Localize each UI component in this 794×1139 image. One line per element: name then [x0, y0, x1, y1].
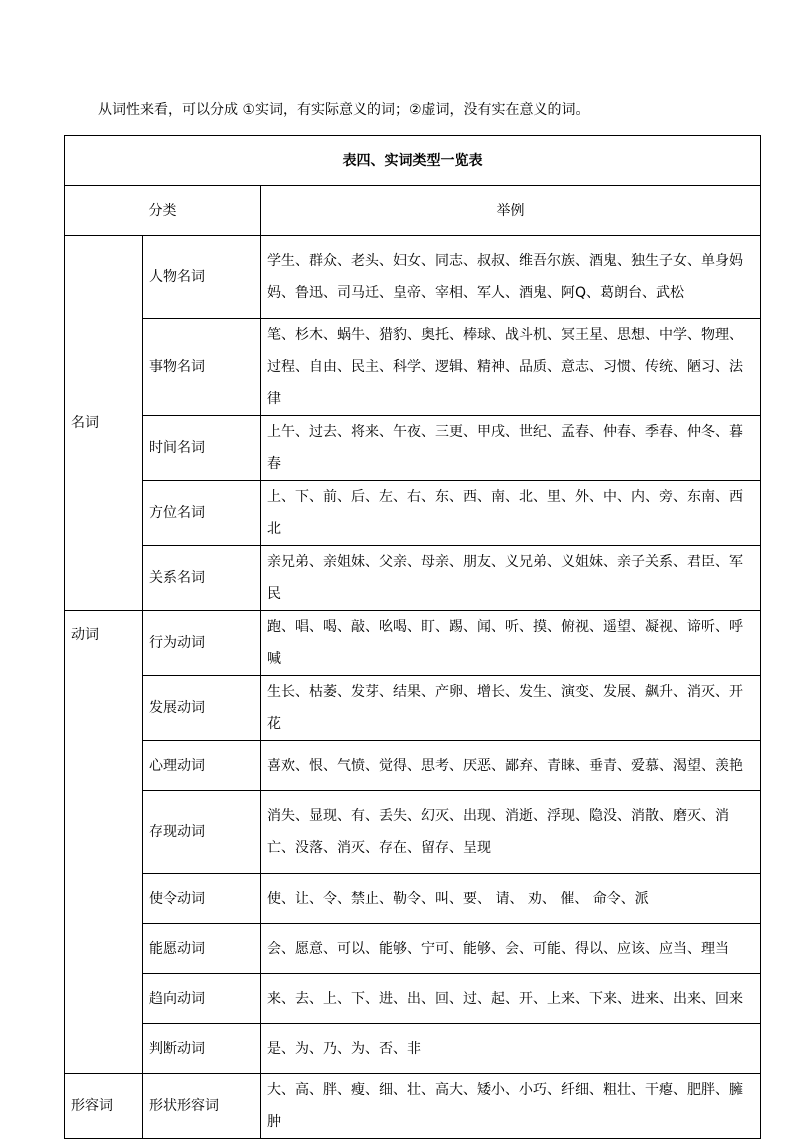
table-row [65, 611, 761, 676]
subcategory-label: 使令动词 [143, 874, 261, 924]
table-row [65, 741, 761, 791]
examples-cell: 会、愿意、可以、能够、宁可、能够、会、可能、得以、应该、应当、理当 [261, 924, 761, 974]
table-row [65, 676, 761, 741]
table-row [65, 1074, 761, 1139]
table-header-row [65, 186, 761, 236]
table-row [65, 974, 761, 1024]
category-noun: 名词 [65, 236, 143, 611]
subcategory-label: 行为动词 [143, 611, 261, 676]
subcategory-label: 人物名词 [143, 236, 261, 319]
examples-cell: 是、为、乃、为、否、非 [261, 1024, 761, 1074]
subcategory-label: 关系名词 [143, 546, 261, 611]
header-examples: 举例 [261, 186, 761, 236]
examples-cell: 大、高、胖、瘦、细、壮、高大、矮小、小巧、纤细、粗壮、干瘪、肥胖、臃肿 [261, 1074, 761, 1139]
subcategory-label: 事物名词 [143, 319, 261, 416]
subcategory-label: 判断动词 [143, 1024, 261, 1074]
subcategory-label: 方位名词 [143, 481, 261, 546]
header-category: 分类 [65, 186, 261, 236]
examples-cell: 亲兄弟、亲姐妹、父亲、母亲、朋友、义兄弟、义姐妹、亲子关系、君臣、军民 [261, 546, 761, 611]
table-row [65, 416, 761, 481]
table-title-row [65, 136, 761, 186]
intro-text: 从词性来看，可以分成 ①实词，有实际意义的词；②虚词，没有实在意义的词。 [98, 102, 590, 118]
table-row [65, 546, 761, 611]
subcategory-label: 心理动词 [143, 741, 261, 791]
subcategory-label: 能愿动词 [143, 924, 261, 974]
examples-cell: 跑、唱、喝、敲、吆喝、盯、踢、闻、听、摸、俯视、遥望、凝视、谛听、呼喊 [261, 611, 761, 676]
subcategory-label: 存现动词 [143, 791, 261, 874]
examples-cell: 学生、群众、老头、妇女、同志、叔叔、维吾尔族、酒鬼、独生子女、单身妈妈、鲁迅、司马迁、皇帝、宰相、军人、酒鬼、阿Q、葛朗台、武松 [261, 236, 761, 319]
subcategory-label: 趋向动词 [143, 974, 261, 1024]
examples-cell: 喜欢、恨、气愤、觉得、思考、厌恶、鄙弃、青睐、垂青、爱慕、渴望、羡艳 [261, 741, 761, 791]
examples-cell: 笔、杉木、蜗牛、猎豹、奥托、棒球、战斗机、冥王星、思想、中学、物理、过程、自由、民主、科学、逻辑、精神、品质、意志、习惯、传统、陋习、法律 [261, 319, 761, 416]
table-row [65, 319, 761, 416]
table-row [65, 874, 761, 924]
content-word-table [64, 135, 761, 1139]
category-adjective: 形容词 [65, 1074, 143, 1139]
examples-cell: 消失、显现、有、丢失、幻灭、出现、消逝、浮现、隐没、消散、磨灭、消亡、没落、消灭、存在、留存、呈现 [261, 791, 761, 874]
category-verb: 动词 [65, 611, 143, 1074]
subcategory-label: 发展动词 [143, 676, 261, 741]
examples-cell: 来、去、上、下、进、出、回、过、起、开、上来、下来、进来、出来、回来 [261, 974, 761, 1024]
table-row [65, 1024, 761, 1074]
table-row [65, 791, 761, 874]
table-row [65, 236, 761, 319]
table-row [65, 481, 761, 546]
subcategory-label: 时间名词 [143, 416, 261, 481]
table-row [65, 924, 761, 974]
examples-cell: 上、下、前、后、左、右、东、西、南、北、里、外、中、内、旁、东南、西北 [261, 481, 761, 546]
examples-cell: 上午、过去、将来、午夜、三更、甲戌、世纪、孟春、仲春、季春、仲冬、暮春 [261, 416, 761, 481]
examples-cell: 使、让、令、禁止、勒令、叫、要、 请、 劝、 催、 命令、派 [261, 874, 761, 924]
examples-cell: 生长、枯萎、发芽、结果、产卵、增长、发生、演变、发展、飙升、消灭、开花 [261, 676, 761, 741]
subcategory-label: 形状形容词 [143, 1074, 261, 1139]
table-title: 表四、实词类型一览表 [65, 136, 761, 186]
